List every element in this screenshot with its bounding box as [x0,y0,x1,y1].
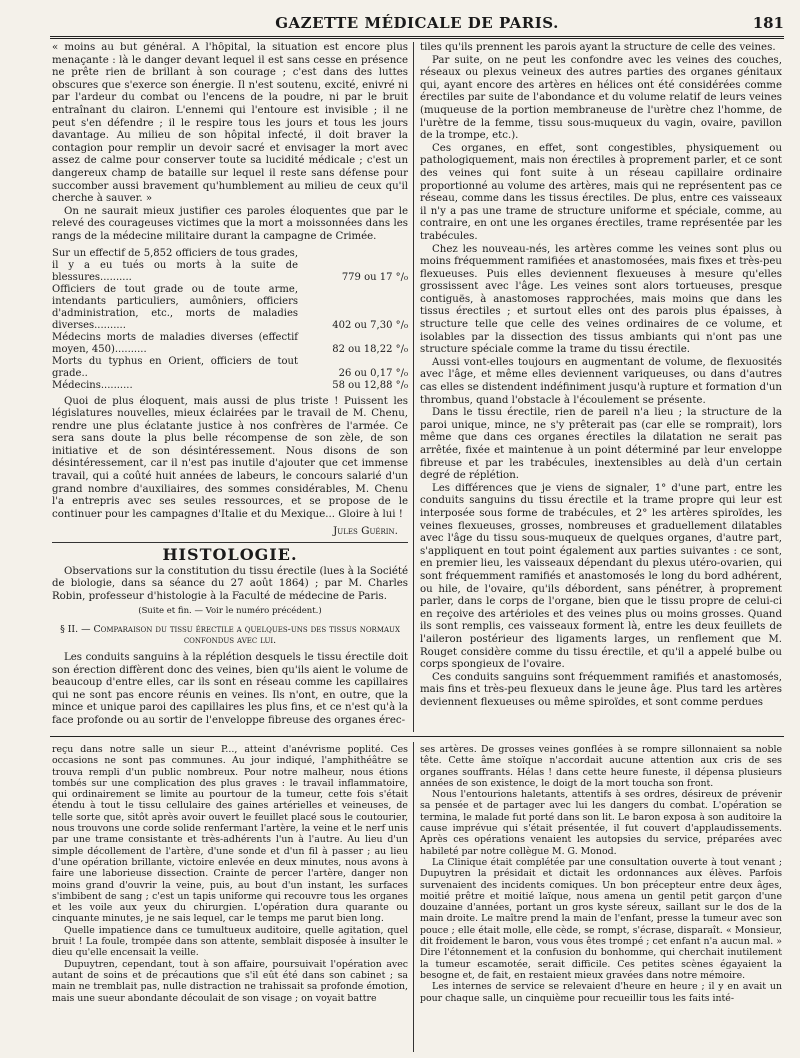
stats-value: 82 ou 18,22 °/₀ [332,343,408,355]
stats-row [52,284,408,332]
stats-label: Médecins morts de maladies diverses (effectif moyen, 450).......... [52,331,298,355]
stats-label: Morts du typhus en Orient, officiers de tout grade.. [52,355,298,379]
feuilleton-paragraph: La Clinique était complétée par une consultation ouverte à tout venant ; Dupuytren la présidait et dictait les ordonnances aux élèves. Parfois survenaient des incidents comiques. Un bon précepteur entre deux âges, moitié prêtre et moitié laïque, nous amena un gentil petit garçon d'une douzaine d'années, portant un gros kyste séreux, saillant sur le dos de la main droite. Le maître prend la main de l'enfant, presse la tumeur avec son pouce ; elle était molle, elle cède, se rompt, s'écrase, disparaît. « Monsieur, dit froidement le baron, vous vous êtes trompé ; cet enfant n'a aucun mal. » Dire l'étonnement et la confusion du bonhomme, qui cherchait inutilement la tumeur escamotée, serait difficile. Ces petites scènes égayaient la besogne et, de fait, en restaient mieux gravées dans notre mémoire. [420,856,782,981]
feuilleton-paragraph: Quelle impatience dans ce tumultueux auditoire, quelle agitation, quel bruit ! La foule, trompée dans son attente, semblait disposée à insulter le dieu qu'elle encensait la veille. [52,924,408,959]
section-subtitle: Observations sur la constitution du tissu érectile (lues à la Société de biologie, dans sa séance du 27 août 1864) ; par M. Charles Robin, professeur d'histologie à la Faculté de médecine de Paris. [52,565,408,602]
stats-row [52,356,408,380]
stats-value: 26 ou 0,17 °/₀ [338,367,408,379]
header-rule-2 [50,38,784,39]
body-paragraph: Par suite, on ne peut les confondre avec les veines des couches, réseaux ou plexus veineux des autres parties des organes génitaux qui, ayant encore des artères en hélices ont été considérées comme érectiles par suite de l'abondance et du volume relatif de leurs veines (muqueuse de la portion membraneuse de l'urètre chez l'homme, de l'urètre de la femme, tissu sous-muqueux du vagin, ovaire, pavillon de la trompe, etc.). [420,54,782,142]
right-column [420,42,782,732]
stats-label: Sur un effectif de 5,852 officiers de tous grades, il y a eu tués ou morts à la suite de blessures.......... [52,247,298,283]
section-note: (Suite et fin. — Voir le numéro précédent.) [138,606,322,617]
column-divider [413,42,414,732]
stats-row [52,380,408,392]
feuilleton-paragraph: Nous l'entourions haletants, attentifs à ses ordres, désireux de prévenir sa pensée et de partager avec lui les dangers du combat. L'opération se termina, le malade fut porté dans son lit. Le baron exposa à son auditoire la cause imprévue qui s'était présentée, il fut couvert d'applaudissements. Après ces opérations venaient les autopsies du service, préparées avec habileté par notre collègue M. G. Monod. [420,789,782,857]
body-paragraph: Dans le tissu érectile, rien de pareil n'a lieu ; la structure de la paroi unique, mince, ne s'y prêterait pas (car elle se romprait), lors même que dans ces organes érectiles la dilatation ne serait pas arrêtée, fixée et maintenue à un point déterminé par leur enveloppe fibreuse et par les trabécules, inextensibles au delà d'un certain degré de réplétion. [420,407,782,482]
section-title: HISTOLOGIE. [162,545,298,565]
page-header [50,14,784,36]
closing-paragraph: Quoi de plus éloquent, mais aussi de plus triste ! Puissent les législatures nouvelles, mieux éclairées par le travail de M. Chenu, rendre une plus éclatante justice à nos confrères de l'armée. Ce sera sans doute la plus belle récompense de son zèle, de son initiative et de son désintéressement. Nous disons de son désintéressement, car il n'est pas inutile d'ajouter que cet immense travail, qui a coûté huit années de labeurs, le concours salarié d'un grand nombre d'auxiliaires, des sommes considérables, M. Chenu l'a entrepris avec ses seules ressources, et se propose de le continuer pour les campagnes d'Italie et du Mexique... Gloire à lui ! [52,395,408,520]
feuilleton-paragraph: ses artères. De grosses veines gonflées à se rompre sillonnaient sa noble tête. Cette âme stoïque n'accordait aucune attention aux cris de ses organes souffrants. Hélas ! dans cette heure funeste, il dépensa plusieurs années de son existence, le doigt de la mort toucha son front. [420,744,782,789]
stats-row [52,248,408,284]
left-column [52,42,408,732]
feuilleton-paragraph: reçu dans notre salle un sieur P..., atteint d'anévrisme poplité. Ces occasions ne sont pas communes. Au jour indiqué, l'amphithéâtre se trouva rempli d'un public nombreux. Pour notre malheur, nous étions tombés sur une complication des plus graves : le travail inflammatoire, qui ordinairement se limite au pourtour de la tumeur, cette fois s'était étendu à tout le tissu cellulaire des gaines artérielles et veineuses, de telle sorte que, sitôt après avoir ouvert le feuillet placé sous le coutourier, nous trouvons une corde solide renfermant l'artère, la veine et le nerf unis par une trame consistante et très-adhérents l'un à l'autre. Au lieu d'un simple décollement de l'artère, d'une sonde et d'un fil à passer ; au lieu d'une opération brillante, victoire enlevée en deux minutes, nous avons à faire une laborieuse dissection. Crainte de percer l'artère, danger non moins grand d'ouvrir la veine, puis, au bout d'un instant, les surfaces s'imbibent de sang ; c'est un tapis uniforme qui recouvre tous les organes et les voile aux yeux du chirurgien. L'opération dura quarante ou cinquante minutes, je ne sais lequel, car le temps me parut bien long. [52,744,408,925]
stats-value: 779 ou 17 °/₀ [341,271,408,283]
intro-paragraph: On ne saurait mieux justifier ces paroles éloquentes que par le relevé des courageuses victimes que la mort a moissonnées dans les rangs de la médecine militaire durant la campagne de Crimée. [52,205,408,242]
body-paragraph: Chez les nouveau-nés, les artères comme les veines sont plus ou moins fréquemment ramifiées et anastomosées, mais fixes et très-peu flexueuses. Puis elles deviennent flexueuses à mesure qu'elles grossissent avec l'âge. Les veines sont alors tortueuses, presque contiguës, à anastomoses rapprochées, mais moins que dans les tissus érectiles ; et surtout elles ont des parois plus épaisses, à structure telle que celle des veines ordinaires de ce volume, et isolables par la dissection des tissus ambiants qui n'ont pas une structure spéciale comme la trame du tissu érectile. [420,243,782,356]
stats-label: Officiers de tout grade ou de toute arme, intendants particuliers, aumôniers, officiers d'administration, etc., morts de maladies diverses.......... [52,283,298,331]
journal-title: GAZETTE MÉDICALE DE PARIS. [275,14,559,32]
section-rule [52,542,408,543]
page-number: 181 [752,14,784,32]
feuilleton-left-column [52,744,408,1054]
body-paragraph: Les conduits sanguins à la réplétion desquels le tissu érectile doit son érection diffèrent donc des veines, bien qu'ils aient le volume de beaucoup d'entre elles, car ils sont en réseau comme les capillaires qui ne sont pas encore réunis en veines. Ils n'ont, en outre, que la mince et unique paroi des capillaires les plus fins, et ce n'est qu'à la face profonde ou au sortir de l'enveloppe fibreuse des organes érec- [52,652,408,726]
mortality-stats-table [52,248,408,392]
feuilleton-rule [50,736,784,737]
feuilleton-paragraph: Les internes de service se relevaient d'heure en heure ; il y en avait un pour chaque salle, un cinquième pour recueillir tous les faits inté- [420,981,782,1004]
body-paragraph: Les différences que je viens de signaler, 1° d'une part, entre les conduits sanguins du tissu érectile et la trame propre qui leur est interposée sous forme de trabécules, et 2° les artères spiroïdes, les veines flexueuses, grosses, nombreuses et graduellement dilatables avec l'âge du tissu sous-muqueux de quelques organes, d'autre part, s'appliquent en tout point également aux parties suivantes : ce sont, en premier lieu, les vaisseaux dépendant du plexus utéro-ovarien, qui sont fréquemment ramifiés et anastomosés le long du bord adhérent, ou hile, de l'ovaire, qu'ils débordent, sans pénétrer, à proprement parler, dans le corps de l'organe, bien que le tissu propre de celui-ci en reçoive des artérioles et des veines plus ou moins grosses. Quand ils sont remplis, ces vaisseaux forment là, entre les deux feuillets de l'aileron postérieur des ligaments larges, un renflement que M. Rouget considère comme du tissu érectile, et qu'il a appelé bulbe ou corps spongieux de l'ovaire. [420,482,782,671]
stats-value: 402 ou 7,30 °/₀ [332,319,408,331]
quote-paragraph: « moins au but général. A l'hôpital, la situation est encore plus menaçante : là le danger devant lequel il est sans cesse en présence ne prête rien de brillant à son courage ; c'est dans des luttes obscures que s'exerce son énergie. Il n'est soutenu, excité, enivré ni par l'ardeur du combat ou l'encens de la poudre, ni par le bruit entraînant du clairon. L'ennemi qui l'entoure est invisible ; il ne peut s'en défendre ; il le respire tous les jours et tous les jours davantage. Au milieu de son hôpital infecté, il doit braver la contagion pour remplir un devoir sacré et envisager la mort avec assez de calme pour conserver toute sa lucidité médicale ; c'est un dangereux champ de bataille sur lequel il reste sans défense pour succomber aussi bravement qu'humblement au milieu de ceux qu'il cherche à sauver. » [52,42,408,205]
author-signature: Jules Guérin. [333,525,398,538]
stats-label: Médecins.......... [52,379,133,391]
feuilleton-right-column [420,744,782,1054]
stats-row [52,332,408,356]
body-paragraph: Ces organes, en effet, sont congestibles, physiquement ou pathologiquement, mais non érectiles à proprement parler, et ce sont des veines qui font suite à un réseau capillaire ordinaire proportionné au volume des artères, mais qui ne représentent pas ce réseau, comme dans les tissus érectiles. De plus, entre ces vaisseaux il n'y a pas une trame de structure uniforme et spéciale, comme, au contraire, en ont une les organes érectiles, trame représentée par les trabécules. [420,142,782,242]
body-paragraph: Aussi vont-elles toujours en augmentant de volume, de flexuosités avec l'âge, et même elles deviennent variqueuses, ou dans d'autres cas elles se distendent indéfiniment jusqu'à rupture et formation d'un thrombus, quand l'obstacle à l'écoulement se présente. [420,356,782,406]
body-paragraph: tiles qu'ils prennent les parois ayant la structure de celle des veines. [420,42,776,53]
header-rule [50,36,784,37]
stats-value: 58 ou 12,88 °/₀ [332,379,408,391]
feuilleton-column-divider [413,742,414,1052]
body-paragraph: Ces conduits sanguins sont fréquemment ramifiés et anastomosés, mais fins et très-peu flexueux dans le jeune âge. Plus tard les artères deviennent flexueuses ou même spiroïdes, et sont comme perdues [420,671,782,708]
subsection-heading: § II. — Comparaison du tissu érectile a quelques-uns des tissus normaux confondus avec lui. [60,624,400,646]
feuilleton-paragraph: Dupuytren, cependant, tout à son affaire, poursuivait l'opération avec autant de soins et de précautions que s'il eût été dans son cabinet ; sa main ne tremblait pas, nulle distraction ne trahissait sa profonde émotion, mais une sueur abondante découlait de son visage ; on voyait battre [52,958,408,1004]
